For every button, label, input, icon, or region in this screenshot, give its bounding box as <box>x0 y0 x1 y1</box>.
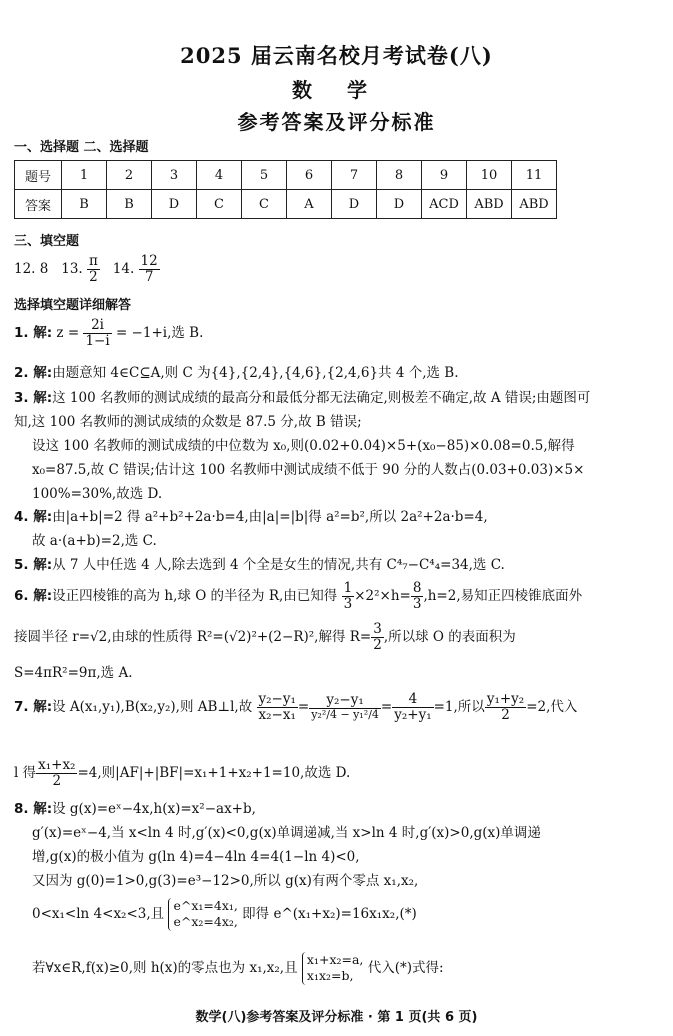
section-fill-heading: 三、填空题 <box>14 234 80 249</box>
table-cell: ACD <box>422 190 467 219</box>
table-cell: 10 <box>467 161 512 190</box>
solution-2 <box>14 361 459 381</box>
solution-text: 由|a+b|=2 得 a²+b²+2a·b=4,由|a|=|b|得 a²=b²,所以 2a²+2a·b=4, <box>52 509 488 525</box>
solution-text: 这 100 名教师的测试成绩的最高分和最低分都无法确定,则极差不确定,故 A 错误;由题图可 <box>52 390 591 406</box>
equation-system: e^x₁=4x₁, e^x₂=4x₂, <box>168 898 237 931</box>
table-cell: B <box>107 190 152 219</box>
solution-8-line2: g′(x)=eˣ−4,当 x<ln 4 时,g′(x)<0,g(x)单调递减,当 x>ln 4 时,g′(x)>0,g(x)单调递 <box>32 825 541 841</box>
table-cell: 5 <box>242 161 287 190</box>
table-cell: A <box>287 190 332 219</box>
solution-text: z = <box>56 324 80 341</box>
doc-subtitle: 参考答案及评分标准 <box>237 110 436 134</box>
solution-text: 从 7 人中任选 4 人,除去选到 4 个全是女生的情况,共有 C⁴₇−C⁴₄=34,选 C. <box>52 557 505 573</box>
doc-subject: 数 学 <box>292 78 381 102</box>
section-detail-heading: 选择填空题详细解答 <box>14 298 132 313</box>
solution-text: = <box>380 698 393 715</box>
solution-text: = <box>297 698 310 715</box>
solution-label: 1. 解: <box>14 324 53 341</box>
solution-8-line3: 增,g(x)的极小值为 g(ln 4)=4−4ln 4=4(1−ln 4)<0, <box>32 849 360 865</box>
solution-1 <box>14 318 203 349</box>
table-cell: 11 <box>512 161 557 190</box>
fraction: $\frac{3}{2}$ <box>373 621 382 653</box>
solution-label: 8. 解: <box>14 801 53 817</box>
table-row-numbers <box>15 161 557 190</box>
solution-3-line3: 设这 100 名教师的测试成绩的中位数为 x₀,则(0.02+0.04)×5+(x₀−85)×0.08=0.5,解得 <box>32 438 575 454</box>
solution-text: 设 g(x)=eˣ−4x,h(x)=x²−ax+b, <box>52 801 256 817</box>
solution-text: 设正四棱锥的高为 h,球 O 的半径为 R,由已知得 <box>52 587 338 604</box>
fill-answer-13: $\frac{\pi}{2}$ <box>89 253 98 285</box>
solution-text: 若∀x∈R,f(x)≥0,则 h(x)的零点也为 x₁,x₂,且 <box>32 959 298 976</box>
solution-7 <box>14 692 577 723</box>
row-label-answer: 答案 <box>15 190 62 219</box>
solution-5 <box>14 553 505 573</box>
doc-title: 2025 届云南名校月考试卷(八) <box>180 43 493 68</box>
table-cell: ABD <box>512 190 557 219</box>
solution-text: ×2²×h= <box>354 587 411 604</box>
table-cell: 2 <box>107 161 152 190</box>
fill-answers <box>14 254 160 285</box>
solution-text: =4,则|AF|+|BF|=x₁+1+x₂+1=10,故选 D. <box>77 764 351 781</box>
table-cell: C <box>242 190 287 219</box>
solution-3-line4: x₀=87.5,故 C 错误;估计这 100 名教师中测试成绩不低于 90 分的人数占(0.03+0.03)×5× <box>32 462 585 478</box>
page-footer: 数学(八)参考答案及评分标准 · 第 1 页(共 6 页) <box>195 1010 478 1025</box>
solution-text: 代入(*)式得: <box>367 959 444 976</box>
table-cell: 8 <box>377 161 422 190</box>
solution-label: 5. 解: <box>14 557 53 573</box>
table-cell: 4 <box>197 161 242 190</box>
fill-answer-12: 12. 8 <box>14 260 49 277</box>
solution-text: ,h=2,易知正四棱锥底面外 <box>423 587 583 604</box>
solution-4-line2: 故 a·(a+b)=2,选 C. <box>32 533 157 549</box>
solution-text: =1,所以 <box>433 698 485 715</box>
solution-text: ,所以球 O 的表面积为 <box>383 628 516 645</box>
table-cell: D <box>152 190 197 219</box>
solution-8 <box>14 797 256 817</box>
solution-6 <box>14 581 582 612</box>
solution-text: 接圆半径 r=√2,由球的性质得 R²=(√2)²+(2−R)²,解得 R= <box>14 628 372 645</box>
solution-3-line5: 100%=30%,故选 D. <box>32 486 163 502</box>
fraction: $\frac{\text{x₁+x₂}}{2}$ <box>38 757 76 789</box>
solution-text: =2,代入 <box>526 698 578 715</box>
fill-label-13: 13. <box>61 260 83 277</box>
fraction: $\frac{2i}{1-i}$ <box>85 317 110 349</box>
solution-4 <box>14 505 488 525</box>
fraction: $\frac{\text{y₂−y₁}}{\text{x₂−x₁}}$ <box>258 691 296 723</box>
table-cell: ABD <box>467 190 512 219</box>
solution-8-line4: 又因为 g(0)=1>0,g(3)=e³−12>0,所以 g(x)有两个零点 x₁,x₂, <box>32 873 419 889</box>
fraction: $\frac{8}{3}$ <box>412 580 422 612</box>
solution-label: 4. 解: <box>14 509 53 525</box>
answer-table <box>14 160 557 219</box>
fraction: $\frac{\text{y₂−y₁}}{\text{y₂²/4 − y₁²/4}}$ <box>311 692 379 722</box>
solution-text: 0<x₁<ln 4<x₂<3,且 <box>32 905 165 922</box>
solution-8-line6 <box>32 952 444 985</box>
table-cell: D <box>377 190 422 219</box>
fill-label-14: 14. <box>112 260 135 277</box>
fraction: $\frac{4}{\text{y₂+y₁}}$ <box>394 691 432 723</box>
table-cell: B <box>62 190 107 219</box>
table-cell: 1 <box>62 161 107 190</box>
solution-text: 设 A(x₁,y₁),B(x₂,y₂),则 AB⊥l,故 <box>52 698 253 715</box>
solution-label: 6. 解: <box>14 587 53 604</box>
solution-label: 7. 解: <box>14 698 53 715</box>
solution-text: l 得 <box>14 764 37 781</box>
section-choice-heading: 一、选择题 二、选择题 <box>14 140 149 155</box>
fraction: $\frac{1}{3}$ <box>343 580 353 612</box>
solution-text: = −1+i,选 B. <box>115 324 204 341</box>
solution-7-line2 <box>14 758 350 789</box>
solution-6-line2 <box>14 622 516 653</box>
table-row-answers <box>15 190 557 219</box>
solution-label: 2. 解: <box>14 365 53 381</box>
table-cell: 7 <box>332 161 377 190</box>
table-cell: 3 <box>152 161 197 190</box>
fraction: $\frac{\text{y₁+y₂}}{2}$ <box>486 691 525 723</box>
table-cell: D <box>332 190 377 219</box>
solution-3 <box>14 386 590 406</box>
solution-text: 由题意知 4∈C⊆A,则 C 为{4},{2,4},{4,6},{2,4,6}共 4 个,选 B. <box>52 365 459 381</box>
solution-8-line5 <box>32 898 417 931</box>
solution-text: 即得 e^(x₁+x₂)=16x₁x₂,(*) <box>242 905 417 922</box>
table-cell: C <box>197 190 242 219</box>
fill-answer-14: $\frac{12}{7}$ <box>140 253 158 285</box>
table-cell: 9 <box>422 161 467 190</box>
row-label-number: 题号 <box>15 161 62 190</box>
solution-label: 3. 解: <box>14 390 53 406</box>
solution-3-line2: 知,这 100 名教师的测试成绩的众数是 87.5 分,故 B 错误; <box>14 414 362 430</box>
equation-system: x₁+x₂=a, x₁x₂=b, <box>302 952 364 985</box>
table-cell: 6 <box>287 161 332 190</box>
solution-6-line3: S=4πR²=9π,选 A. <box>14 665 133 681</box>
